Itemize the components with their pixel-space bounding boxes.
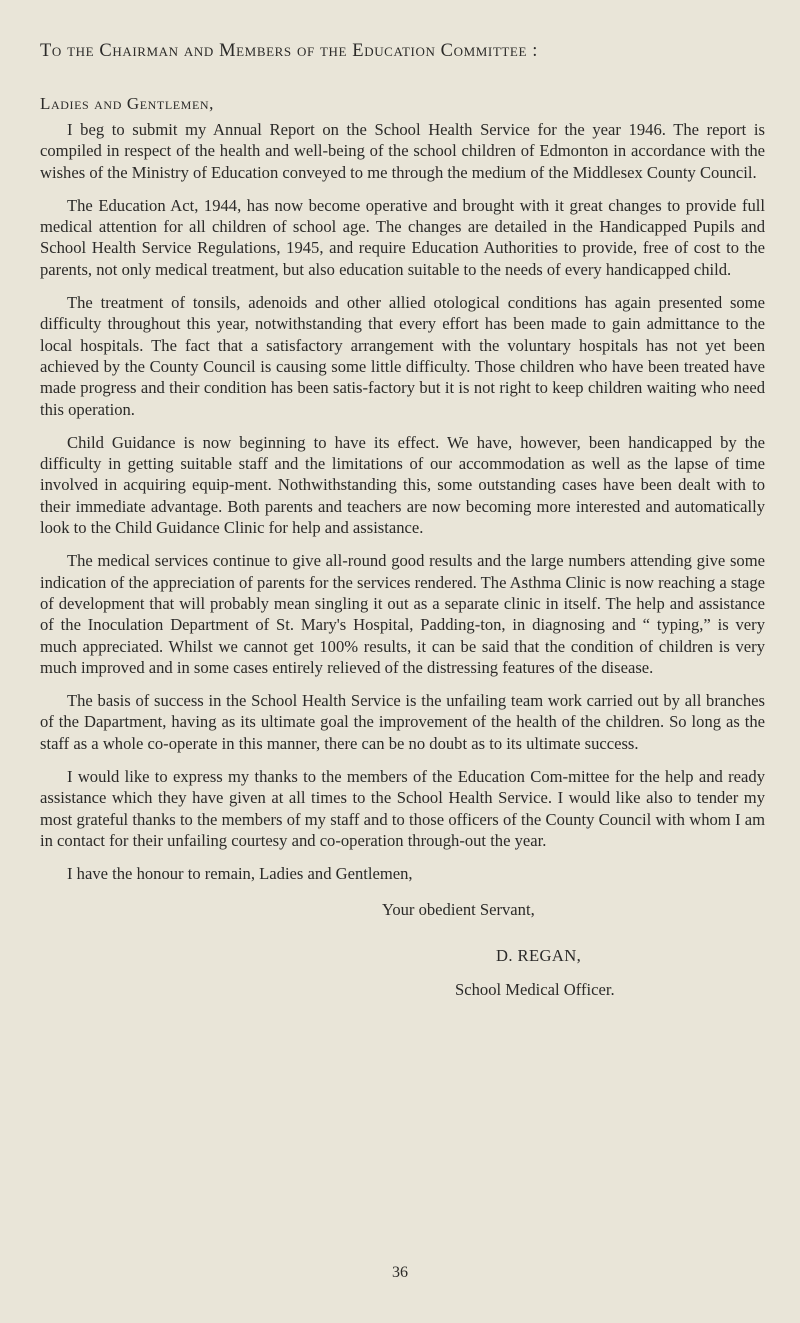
paragraph-4: Child Guidance is now beginning to have its effect. We have, however, been handicapped by the difficulty in getting suitable staff and the limitations of our accommodation as well as the lapse of time involved in acquiring equip-ment. Nothwithstanding this, some outstanding cases have been dealt with to their immediate advantage. Both parents and teachers are now becoming more interested and automatically look to the Child Guidance Clinic for help and assistance. xyxy=(40,432,765,538)
letter-page xyxy=(40,38,765,1009)
paragraph-3: The treatment of tonsils, adenoids and other allied otological conditions has again presented some difficulty throughout this year, notwithstanding that every effort has been made to gain admittance to the local hospitals. The fact that a satisfactory arrangement with the voluntary hospitals has not yet been achieved by the County Council is causing some little difficulty. Those children who have been treated have made progress and their condition has been satis-factory but it is not right to keep children waiting who need this operation. xyxy=(40,293,765,419)
paragraph-6: The basis of success in the School Health Service is the unfailing team work carried out by all branches of the Dapartment, having as its ultimate goal the improvement of the health of the children. So long as the staff as a whole co-operate in this manner, there can be no doubt as to its ultimate success. xyxy=(40,691,765,753)
signature-title: School Medical Officer. xyxy=(455,979,615,999)
paragraph-2: The Education Act, 1944, has now become operative and brought with it great changes to provide full medical attention for all children of school age. The changes are detailed in the Handicapped Pupils and School Health Service Regulations, 1945, and require Education Authorities to provide, free of cost to the parents, not only medical treatment, but also education suitable to the needs of every handicapped child. xyxy=(40,195,765,279)
signoff: Your obedient Servant, xyxy=(382,899,535,919)
signature-block xyxy=(40,899,765,1009)
signature-name: D. REGAN, xyxy=(496,945,582,965)
page-number: 36 xyxy=(392,1264,408,1281)
paragraph-7: I would like to express my thanks to the members of the Education Com-mittee for the help and ready assistance which they have given at all times to the School Health Service. I would like also to tender my most grateful thanks to the members of my staff and to those officers of the County Council with whom I am in contact for their unfailing courtesy and co-operation through-out the year. xyxy=(40,767,765,850)
letter-address: To the Chairman and Members of the Education Committee : xyxy=(40,41,538,61)
paragraph-1: I beg to submit my Annual Report on the School Health Service for the year 1946. The report is compiled in respect of the health and well-being of the school children of Edmonton in accordance with the wishes of the Ministry of Education conveyed to me through the medium of the Middlesex County Council. xyxy=(40,120,765,182)
letter-salutation: Ladies and Gentlemen, xyxy=(40,94,214,113)
closing-line: I have the honour to remain, Ladies and Gentlemen, xyxy=(67,864,413,884)
paragraph-5: The medical services continue to give all-round good results and the large numbers attending give some indication of the appreciation of parents for the services rendered. The Asthma Clinic is now reaching a stage of development that will probably mean singling it out as a separate clinic in itself. The help and assistance of the Inoculation Department of St. Mary's Hospital, Padding-ton, in diagnosing and “ typing,” is very much appreciated. Whilst we cannot get 100% results, it can be said that the condition of children is very much improved and in some cases entirely relieved of the distressing features of the disease. xyxy=(40,551,765,677)
